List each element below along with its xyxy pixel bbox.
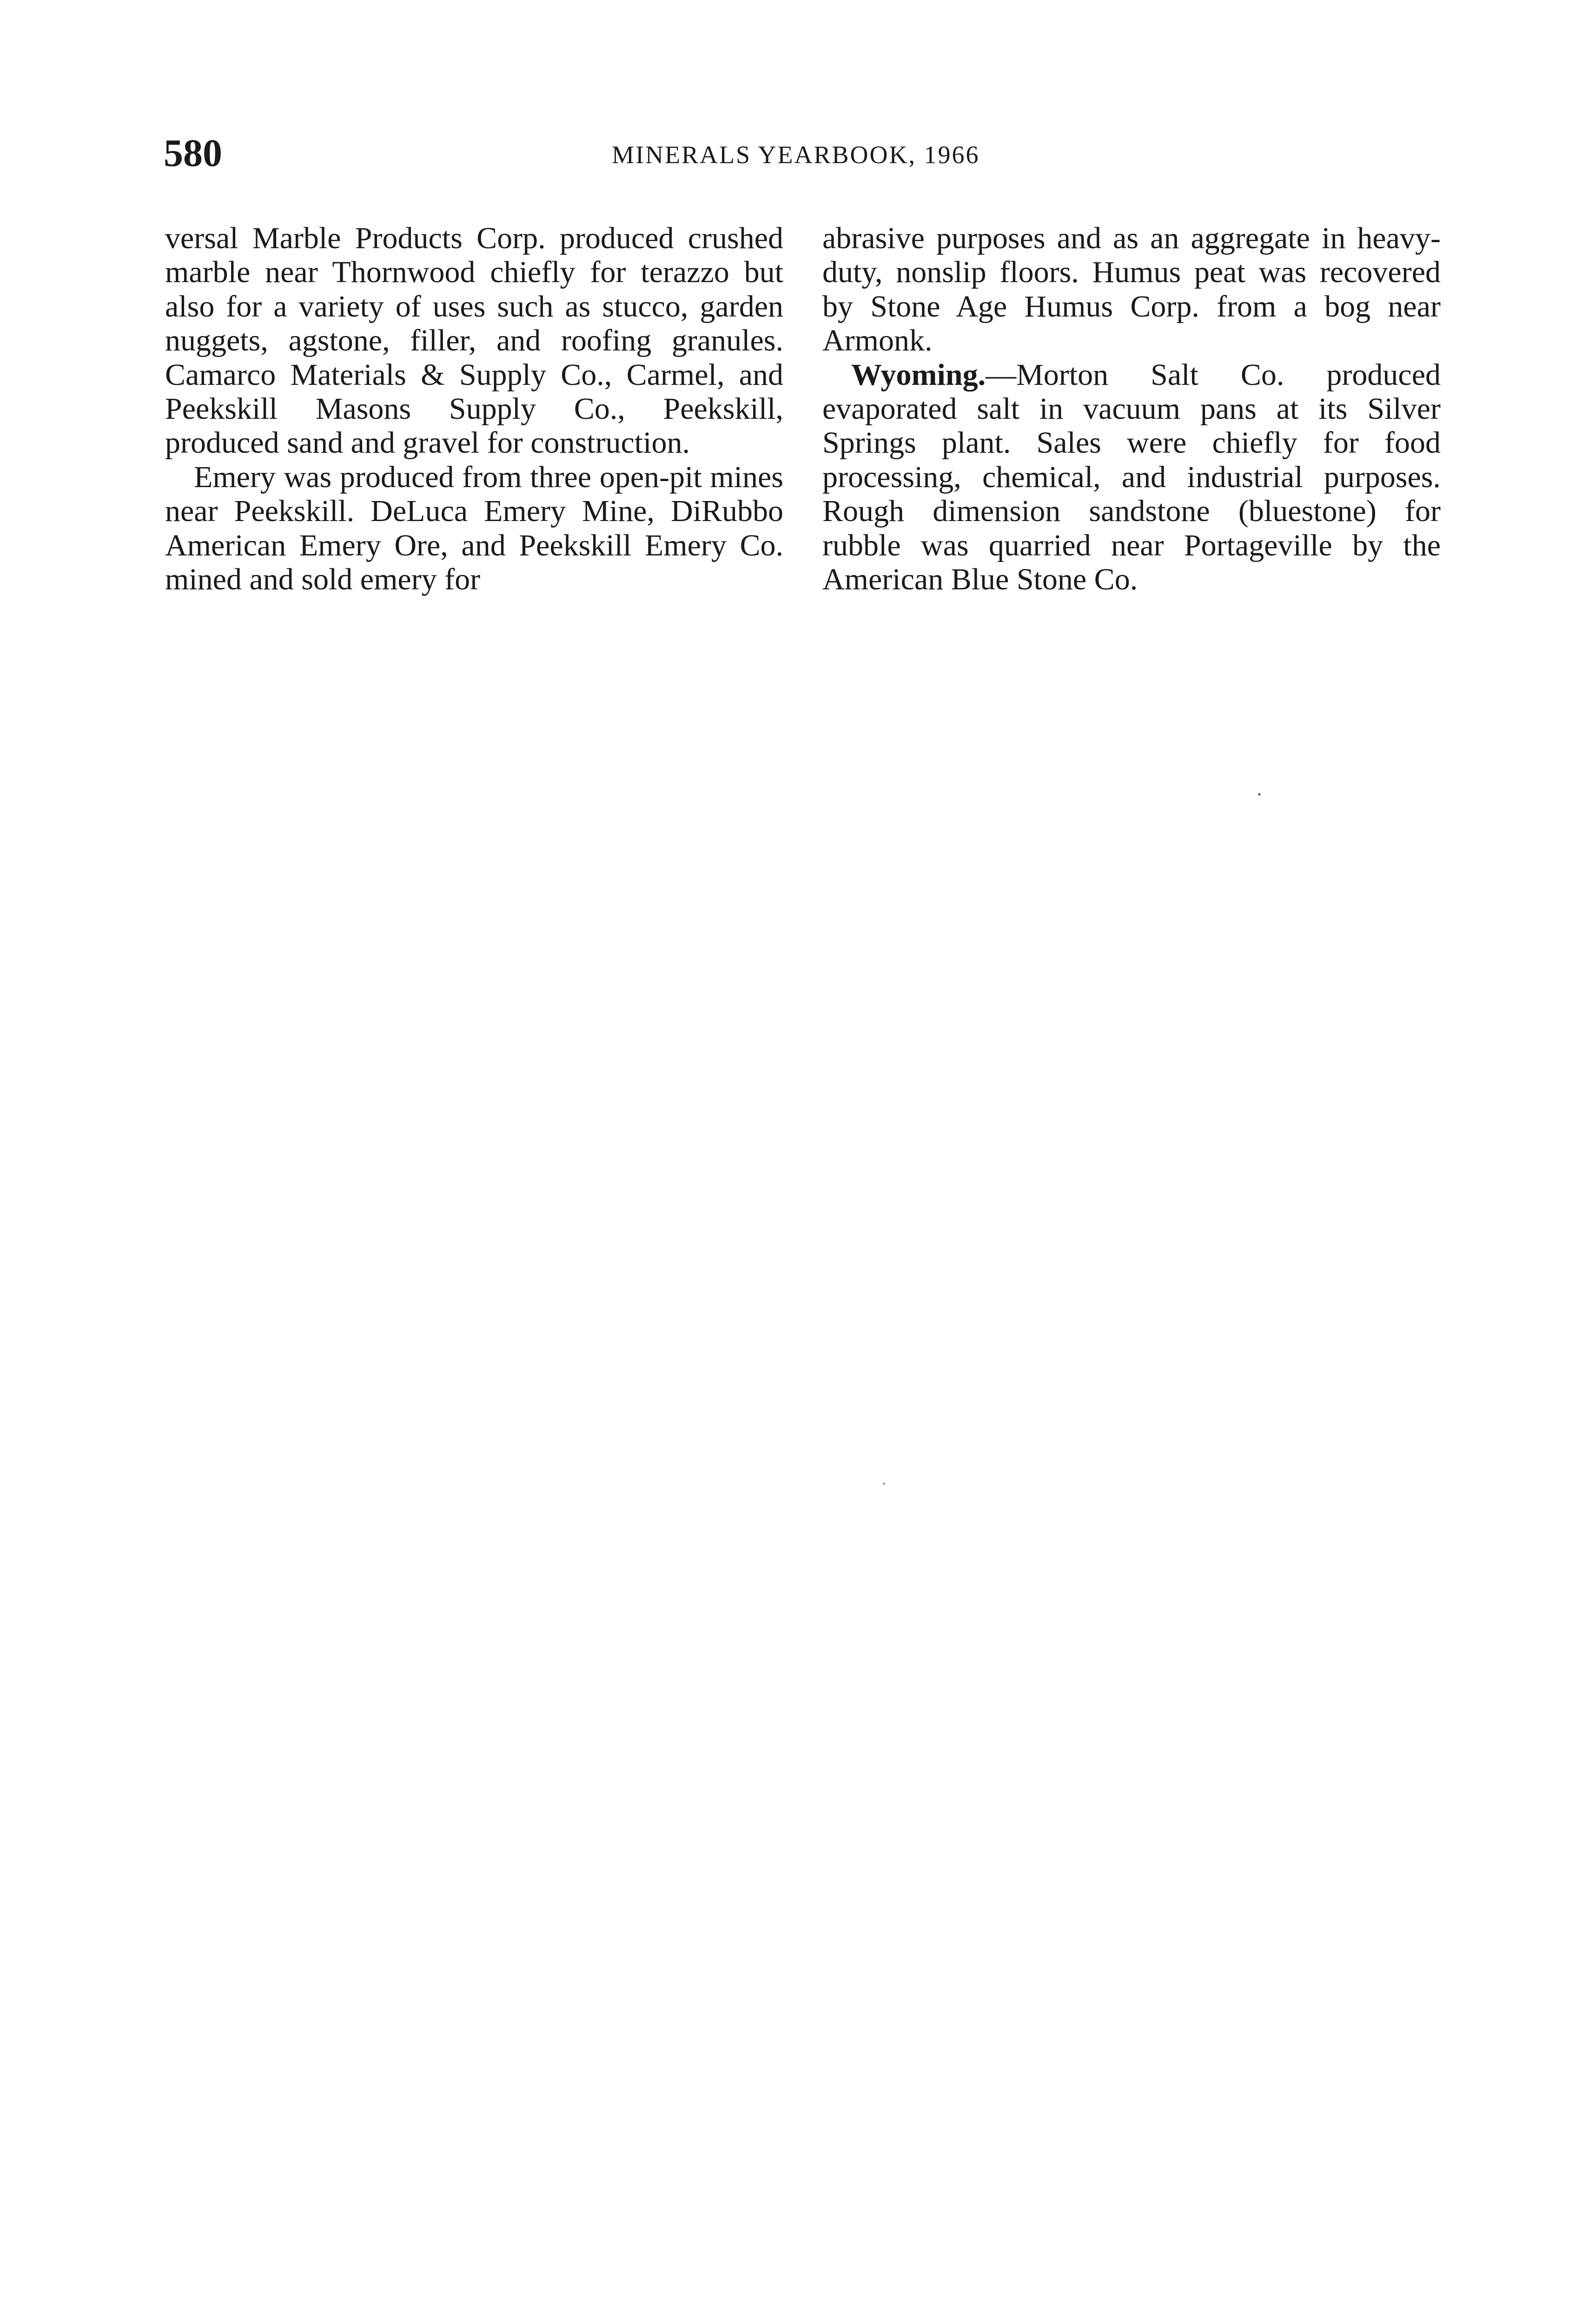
page-number: 580 <box>164 132 222 175</box>
paragraph: abrasive purposes and as an aggregate in heavy-duty, nonslip floors. Humus peat was recovered by Stone Age Humus Corp. from a bog near Armonk. <box>822 221 1441 358</box>
paragraph <box>822 358 1441 597</box>
scan-speck <box>1258 793 1261 796</box>
paragraph: versal Marble Products Corp. produced crushed marble near Thornwood chiefly for terazzo but also for a variety of uses such as stucco, garden nuggets, agstone, filler, and roofing granules. Camarco Materials & Supply Co., Carmel, and Peekskill Masons Supply Co., Peekskill, produced sand and gravel for construction. <box>165 221 783 460</box>
paragraph-body: —Morton Salt Co. produced evaporated salt in vacuum pans at its Silver Springs plant. Sales were chiefly for food processing, chemical, and industrial purposes. Rough dimension sandstone (bluestone) for rubble was quarried near Portageville by the American Blue Stone Co. <box>822 357 1441 597</box>
run-in-heading: Wyoming. <box>851 357 986 392</box>
left-column <box>165 221 783 596</box>
paragraph: Emery was produced from three open-pit mines near Peekskill. DeLuca Emery Mine, DiRubbo American Emery Ore, and Peekskill Emery Co. mined and sold emery for <box>165 460 783 597</box>
scan-speck <box>883 1483 885 1485</box>
right-column <box>822 221 1441 596</box>
running-head: MINERALS YEARBOOK, 1966 <box>612 141 980 169</box>
